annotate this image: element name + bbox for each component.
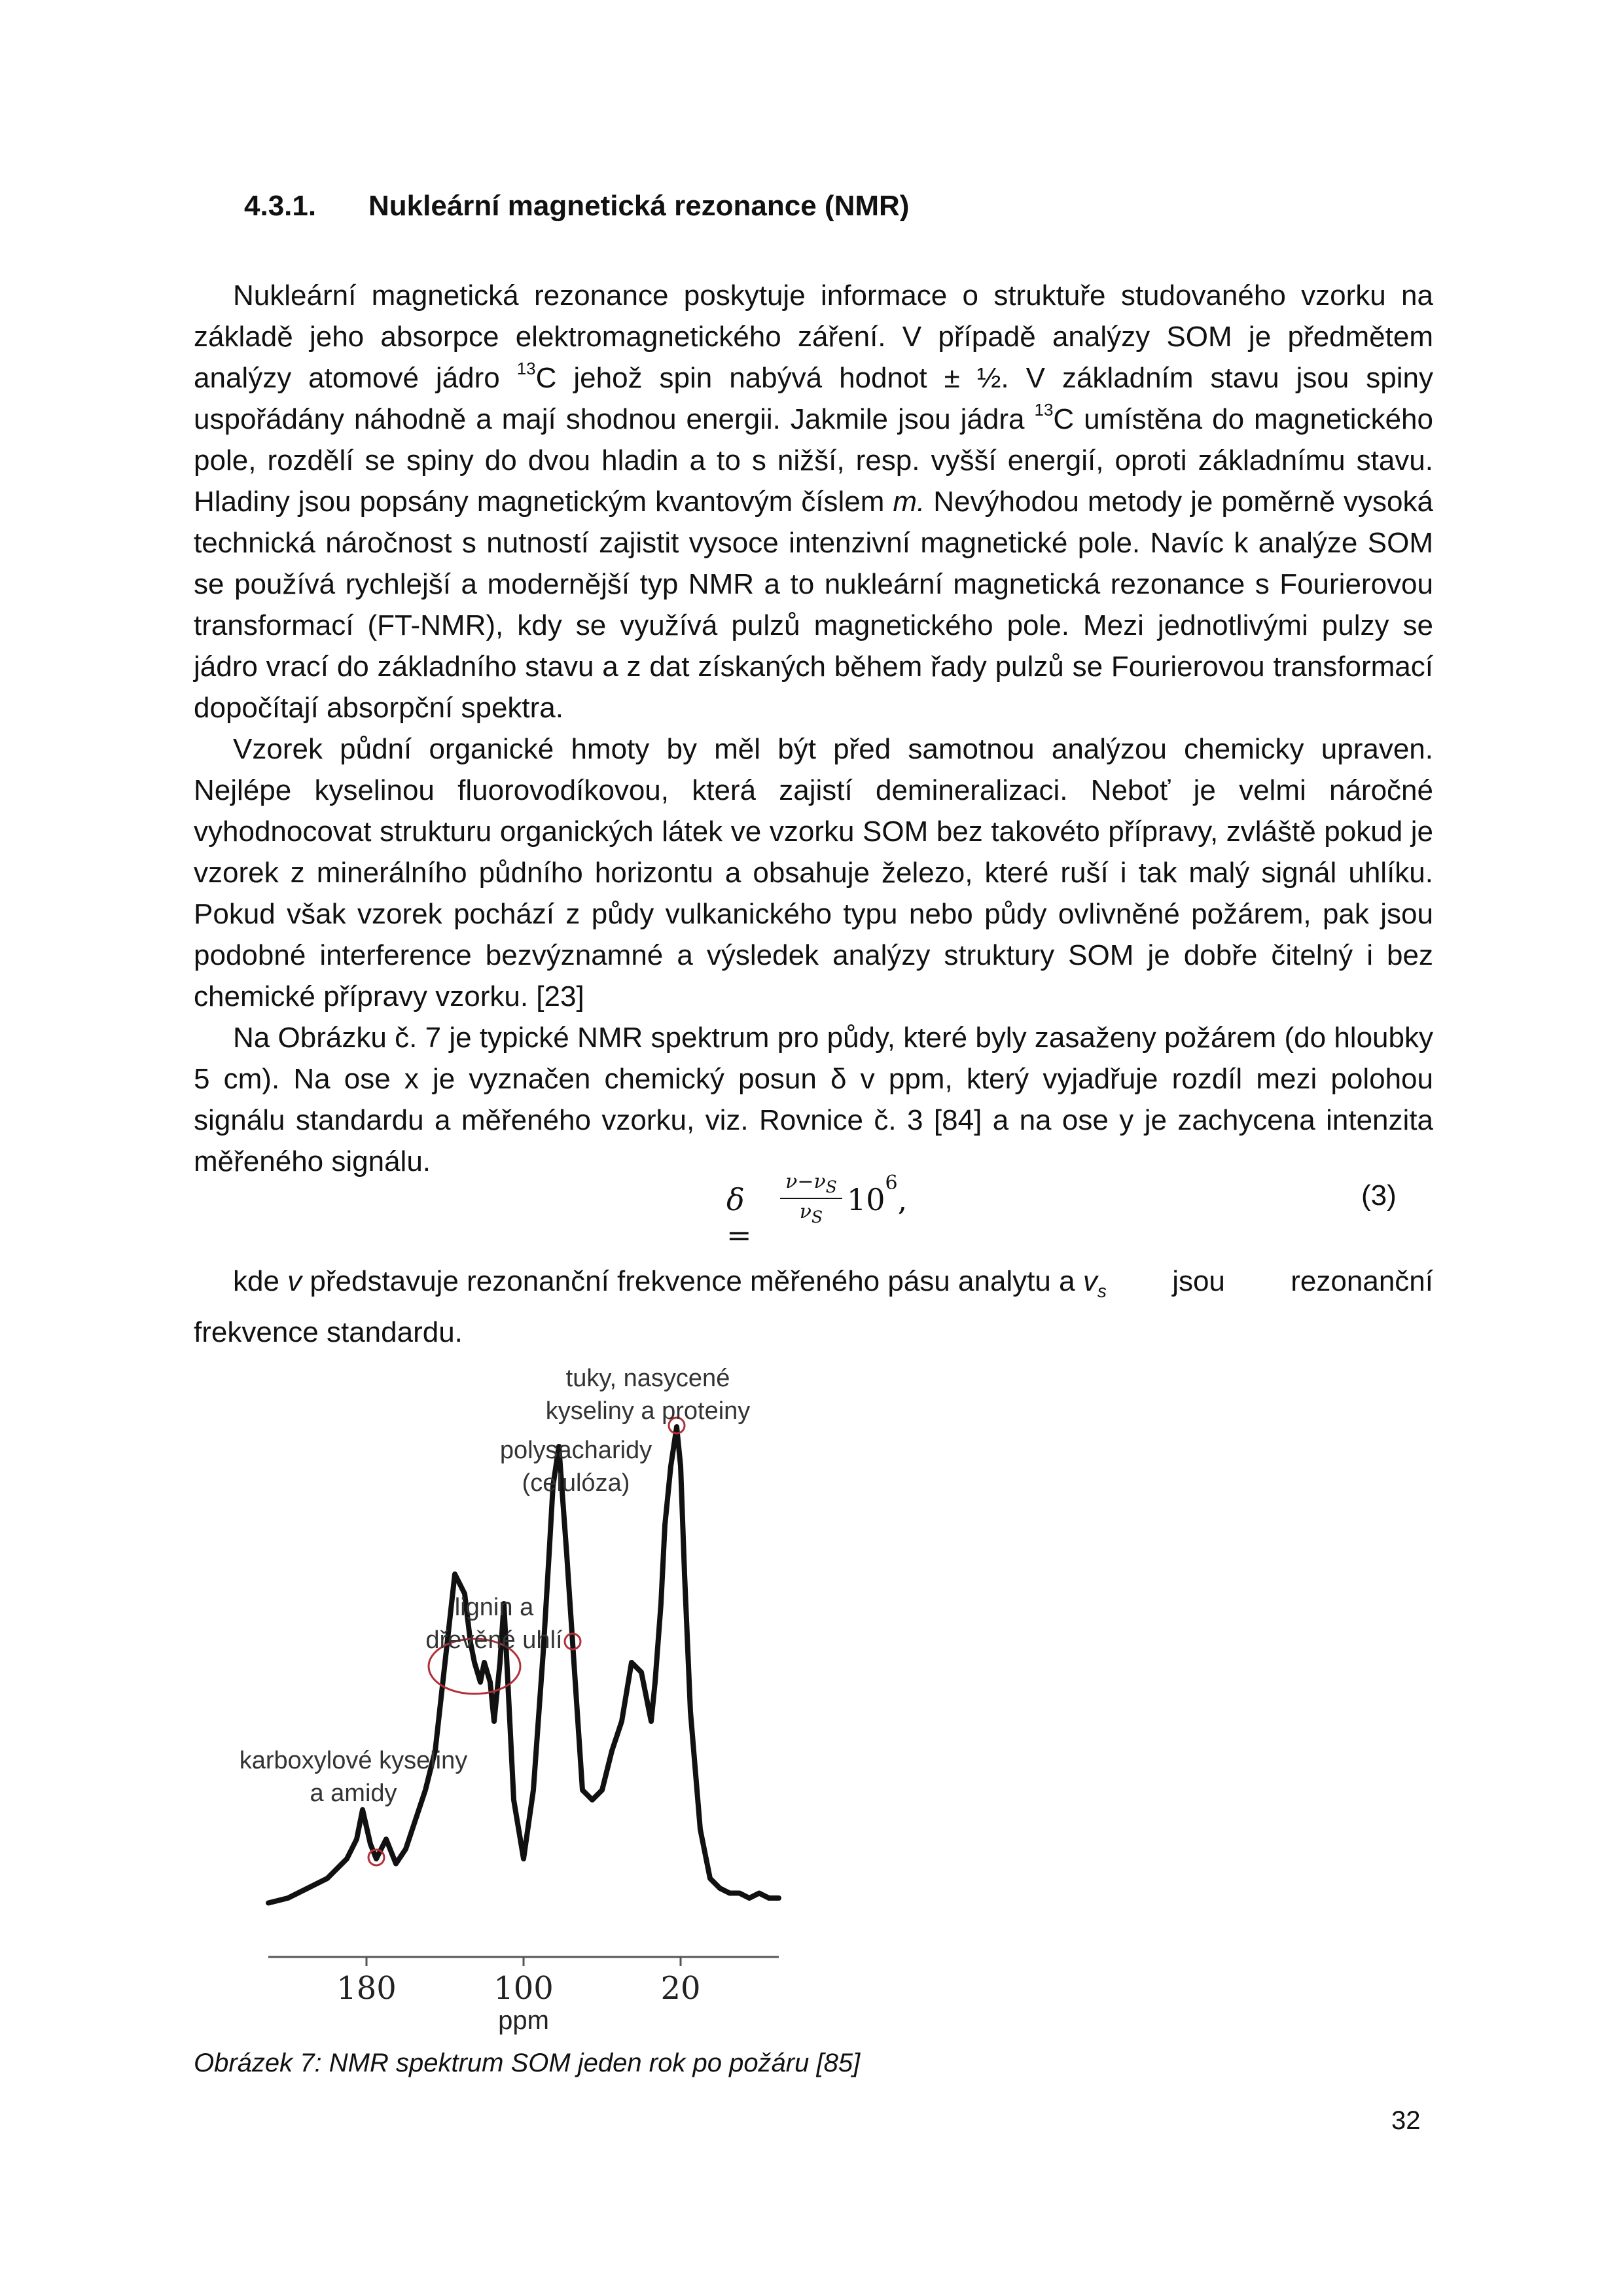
word-jsou: jsou — [1172, 1265, 1225, 1297]
equation-trail: , — [897, 1182, 908, 1217]
symbol-v: v — [287, 1265, 302, 1297]
nmr-spectrum-chart — [236, 1368, 825, 2049]
annotation-label: polysacharidy — [499, 1437, 652, 1464]
superscript-13-second: 13 — [1034, 400, 1054, 420]
denominator-text: ν — [799, 1200, 812, 1223]
paragraph-1-part-4: Nevýhodou metody je poměrně vysoká technická náročnost s nutností zajistit vysoce intenzivní magnetické pole. Navíc k analýze SOM se používá rychlejší a modernější typ NMR a to nukleární magnetická rezonance s Fourierovou transformací (FT-NMR), kdy se využívá pulzů magnetického pole. Mezi jednotlivými pulzy se jádro vrací do základního stavu a z dat získaných během řady pulzů se Fourierovou transformací dopočítají absorpční spektra. — [194, 486, 1433, 724]
numerator-sub: S — [825, 1177, 837, 1196]
x-tick-label: 100 — [493, 1970, 554, 2007]
paragraph-3: Na Obrázku č. 7 je typické NMR spektrum pro půdy, které byly zasaženy požárem (do hloubky 5 cm). Na ose x je vyznačen chemický posun δ v ppm, který vyjadřuje rozdíl mezi polohou signálu standardu a měřeného vzorku, viz. Rovnice č. 3 [84] a na ose y je zachycena intenzita měřeného signálu. — [194, 1022, 1433, 1177]
paragraph-1 — [194, 275, 1433, 728]
section-heading — [244, 190, 909, 223]
paragraph-1-part-2: C jehož spin nabývá hodnot ± ½. V základním stavu jsou spiny uspořádány náhodně a mají shodnou energii. Jakmile jsou jádra — [194, 362, 1433, 435]
equation-factor — [847, 1171, 908, 1217]
annotation-label: karboxylové kyseliny — [239, 1747, 468, 1774]
equation-lhs: δ = — [726, 1182, 752, 1253]
annotation-label: (celulóza) — [522, 1469, 630, 1497]
explanation-line-1 — [194, 1261, 1433, 1312]
quantum-number-m: m. — [893, 486, 925, 518]
equation-fraction — [780, 1170, 842, 1227]
page-number: 32 — [1391, 2106, 1421, 2135]
paragraph-1-part-1: Nukleární magnetická rezonance poskytuje informace o struktuře studovaného vzorku na základě jeho absorpce elektromagnetického záření. V případě analýzy SOM je předmětem analýzy atomové jádro — [194, 279, 1433, 394]
annotation-label: kyseliny a proteiny — [545, 1397, 751, 1425]
numerator-text: ν−ν — [785, 1170, 826, 1193]
body-text — [194, 275, 1433, 1182]
explanation-line-2: frekvence standardu. — [194, 1316, 463, 1348]
equation-explanation — [194, 1261, 1433, 1353]
annotation-label: dřevěné uhlí — [425, 1626, 563, 1654]
section-number: 4.3.1. — [244, 190, 317, 222]
paragraph-1-part-3: C umístěna do magnetického pole, rozdělí se spiny do dvou hladin a to s nižší, resp. vyšší energií, oproti základnímu stavu. Hladiny jsou popsány magnetickým kvantovým číslem — [194, 403, 1433, 518]
equation-denominator — [780, 1199, 842, 1227]
symbol-vs-sub: s — [1097, 1280, 1107, 1301]
x-tick-label: 20 — [660, 1970, 701, 2007]
paragraph-2: Vzorek půdní organické hmoty by měl být před samotnou analýzou chemicky upraven. Nejlépe kyselinou fluorovodíkovou, která zajistí demineralizaci. Neboť je velmi náročné vyhodnocovat strukturu organických látek ve vzorku SOM bez takovéto přípravy, zvláště pokud je vzorek z minerálního půdního horizontu a obsahuje železo, které ruší i tak malý signál uhlíku. Pokud však vzorek pochází z půdy vulkanického typu nebo půdy ovlivněné požárem, pak jsou podobné interference bezvýznamné a výsledek analýzy struktury SOM je dobře čitelný i bez chemické přípravy vzorku. [23] — [194, 733, 1433, 1013]
annotation-label: lignin a — [454, 1594, 534, 1621]
word-rezonancni: rezonanční — [1291, 1265, 1433, 1297]
figure-caption — [194, 2049, 860, 2078]
spectrum-line — [268, 1427, 779, 1903]
explanation-main — [194, 1261, 1107, 1312]
nmr-figure — [236, 1368, 825, 2049]
factor-exponent: 6 — [885, 1171, 898, 1194]
equation-numerator — [780, 1170, 842, 1199]
superscript-13: 13 — [516, 359, 536, 379]
section-title: Nukleární magnetická rezonance (NMR) — [368, 190, 910, 222]
annotation-label: a amidy — [310, 1780, 397, 1807]
explanation-prefix: kde — [233, 1265, 288, 1297]
symbol-vs: v — [1082, 1265, 1097, 1297]
caption-suffix: ] — [853, 2049, 861, 2077]
caption-text: Obrázek 7: NMR spektrum SOM jeden rok po požáru [ — [194, 2049, 824, 2077]
caption-reference: 85 — [823, 2049, 853, 2077]
factor-base: 10 — [847, 1182, 885, 1217]
annotation-label: tuky, nasycené — [565, 1368, 730, 1392]
x-axis-label: ppm — [498, 2006, 549, 2035]
x-tick-label: 180 — [336, 1970, 397, 2007]
equation-number: (3) — [1361, 1179, 1397, 1211]
explanation-middle: představuje rezonanční frekvence měřeného pásu analytu a — [302, 1265, 1083, 1297]
denominator-sub: S — [812, 1208, 823, 1227]
